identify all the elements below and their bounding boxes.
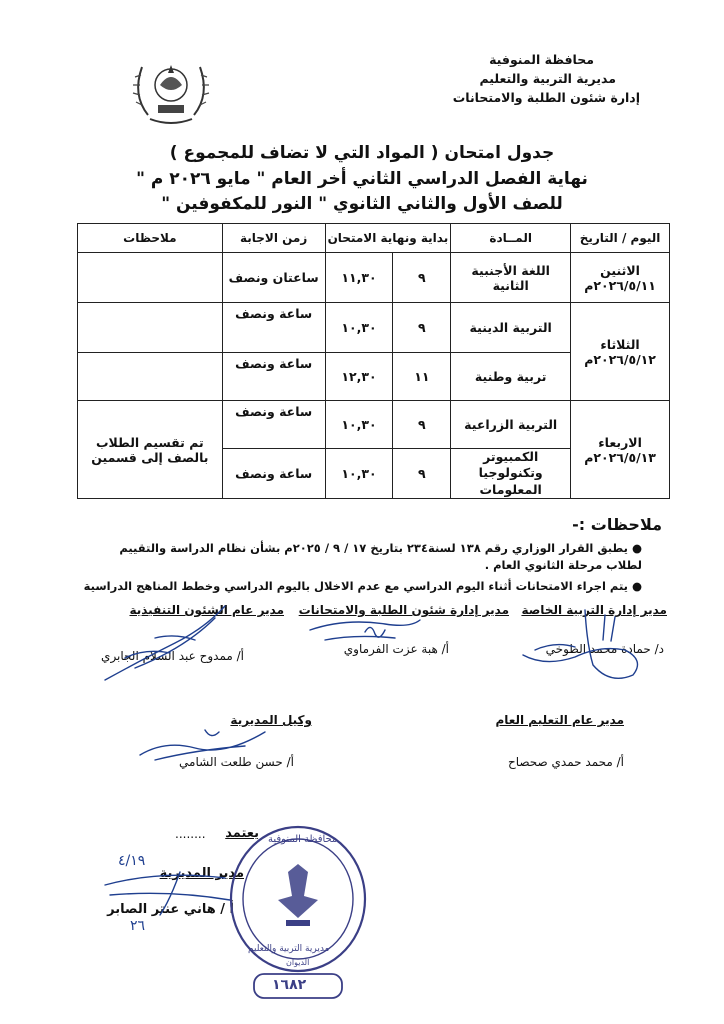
day-cell bbox=[571, 401, 670, 499]
table-row bbox=[78, 401, 670, 449]
approve-dots: ........ bbox=[175, 827, 206, 841]
official-stamp bbox=[228, 824, 368, 1002]
executive-affairs-title: مدير عام الشئون التنفيذية bbox=[129, 603, 284, 617]
subject-cell: التربية الدينية bbox=[451, 303, 571, 353]
day-cell bbox=[571, 303, 670, 401]
special-ed-title: مدير إدارة التربية الخاصة bbox=[521, 603, 667, 617]
signature-special-ed bbox=[515, 605, 645, 690]
emblem-logo bbox=[128, 55, 214, 127]
notes-list bbox=[82, 540, 642, 593]
deputy-name: أ/ حسن طلعت الشامي bbox=[179, 755, 294, 769]
table-row bbox=[78, 253, 670, 303]
stamp-number: ١٦٨٢ bbox=[272, 977, 307, 993]
duration-cell: ساعة ونصف bbox=[222, 353, 325, 401]
note-item-text: يتم اجراء الامتحانات أثناء اليوم الدراسي مع عدم الاخلال باليوم الدراسي وخطط المناهج الدراسية bbox=[83, 579, 628, 594]
stamp-seal-icon bbox=[228, 824, 368, 1002]
subject-cell: اللغة الأجنبية الثانية bbox=[451, 253, 571, 303]
stamp-inner-text: مديرية التربية والتعليم bbox=[248, 944, 330, 954]
director-title: مدير المديرية bbox=[159, 866, 244, 881]
start-cell: ٩ bbox=[393, 449, 451, 499]
header-directorate: مديرية التربية والتعليم bbox=[479, 71, 616, 86]
note-item bbox=[82, 579, 642, 593]
duration-cell: ساعتان ونصف bbox=[222, 253, 325, 303]
subject-cell: التربية الزراعية bbox=[451, 401, 571, 449]
table-header-row bbox=[78, 224, 670, 253]
note-cell bbox=[78, 353, 223, 401]
signature-executive-affairs bbox=[95, 598, 245, 688]
day-name: الاربعاء bbox=[598, 434, 642, 450]
header-subject: المــادة bbox=[451, 224, 571, 253]
note-cell: تم تقسيم الطلاب بالصف إلى قسمين bbox=[78, 401, 223, 499]
bullet-icon: ● bbox=[627, 541, 642, 555]
header-governorate: محافظة المنوفية bbox=[489, 52, 594, 67]
subject-cell: الكمبيوتر وتكنولوجيا المعلومات bbox=[451, 449, 571, 499]
note-item-text: يطبق القرار الوزاري رقم ١٣٨ لسنة٢٣٤ بتاريخ ١٧ / ٩ / ٢٠٢٥م بشأن نظام الدراسة والتقييم لطلاب مرحلة الثانوي العام . bbox=[119, 541, 642, 572]
header-notes: ملاحظات bbox=[78, 224, 223, 253]
day-name: الاثنين bbox=[600, 262, 640, 278]
subject-cell: تربية وطنية bbox=[451, 353, 571, 401]
day-name: الثلاثاء bbox=[600, 336, 640, 352]
table-row bbox=[78, 303, 670, 353]
day-date: ٢٠٢٦/٥/١٣م bbox=[584, 449, 656, 465]
end-cell: ١٢,٣٠ bbox=[325, 353, 393, 401]
header-department: إدارة شئون الطلبة والامتحانات bbox=[452, 90, 640, 105]
duration-cell: ساعة ونصف bbox=[222, 303, 325, 353]
start-cell: ١١ bbox=[393, 353, 451, 401]
day-cell bbox=[571, 253, 670, 303]
note-cell bbox=[78, 253, 223, 303]
title-line-2: نهاية الفصل الدراسي الثاني أخر العام " مايو ٢٠٢٦ م " bbox=[136, 169, 588, 189]
special-ed-name: د/ حمادة محمد الطوخي bbox=[545, 642, 664, 656]
note-item bbox=[82, 540, 642, 573]
header-day-date: اليوم / التاريخ bbox=[571, 224, 670, 253]
director-name: أ / هاني عنتر الصابر bbox=[107, 902, 234, 917]
end-cell: ١٠,٣٠ bbox=[325, 303, 393, 353]
signature-students-affairs bbox=[305, 610, 425, 650]
stamp-sub-text: الديوان bbox=[286, 958, 310, 967]
header-time-range: بداية ونهاية الامتحان bbox=[325, 224, 451, 253]
day-date: ٢٠٢٦/٥/١٢م bbox=[584, 351, 656, 367]
handwritten-date: ٤/١٩ bbox=[118, 853, 146, 869]
end-cell: ١٠,٣٠ bbox=[325, 401, 393, 449]
note-cell bbox=[78, 303, 223, 353]
students-affairs-title: مدير إدارة شئون الطلبة والامتحانات bbox=[298, 603, 509, 617]
signature-deputy bbox=[135, 720, 275, 770]
end-cell: ١٠,٣٠ bbox=[325, 449, 393, 499]
general-manager-name: أ/ محمد حمدي صحصاح bbox=[507, 755, 624, 769]
notes-heading: ملاحظات :- bbox=[572, 515, 662, 534]
signature-director bbox=[100, 860, 240, 920]
duration-cell: ساعة ونصف bbox=[222, 449, 325, 499]
stamp-outer-text: محافظة المنوفية bbox=[268, 834, 338, 845]
title-line-3: للصف الأول والثاني الثانوي " النور للمكفوفين " bbox=[161, 194, 563, 214]
duration-cell: ساعة ونصف bbox=[222, 401, 325, 449]
deputy-title: وكيل المديرية bbox=[230, 713, 312, 727]
exam-schedule-table bbox=[77, 223, 670, 499]
executive-affairs-name: أ/ ممدوح عبد السلام الجابري bbox=[101, 649, 244, 663]
start-cell: ٩ bbox=[393, 253, 451, 303]
handwritten-number: ٢٦ bbox=[130, 918, 146, 934]
general-manager-title: مدير عام التعليم العام bbox=[495, 713, 624, 727]
bullet-icon: ● bbox=[627, 579, 642, 594]
day-date: ٢٠٢٦/٥/١١م bbox=[584, 277, 656, 293]
end-cell: ١١,٣٠ bbox=[325, 253, 393, 303]
title-line-1: جدول امتحان ( المواد التي لا تضاف للمجموع ) bbox=[169, 143, 555, 163]
approve-label: يعتمد bbox=[225, 826, 259, 841]
students-affairs-name: أ/ هبة عزت الفرماوي bbox=[343, 642, 449, 656]
header-duration: زمن الاجابة bbox=[222, 224, 325, 253]
start-cell: ٩ bbox=[393, 401, 451, 449]
start-cell: ٩ bbox=[393, 303, 451, 353]
